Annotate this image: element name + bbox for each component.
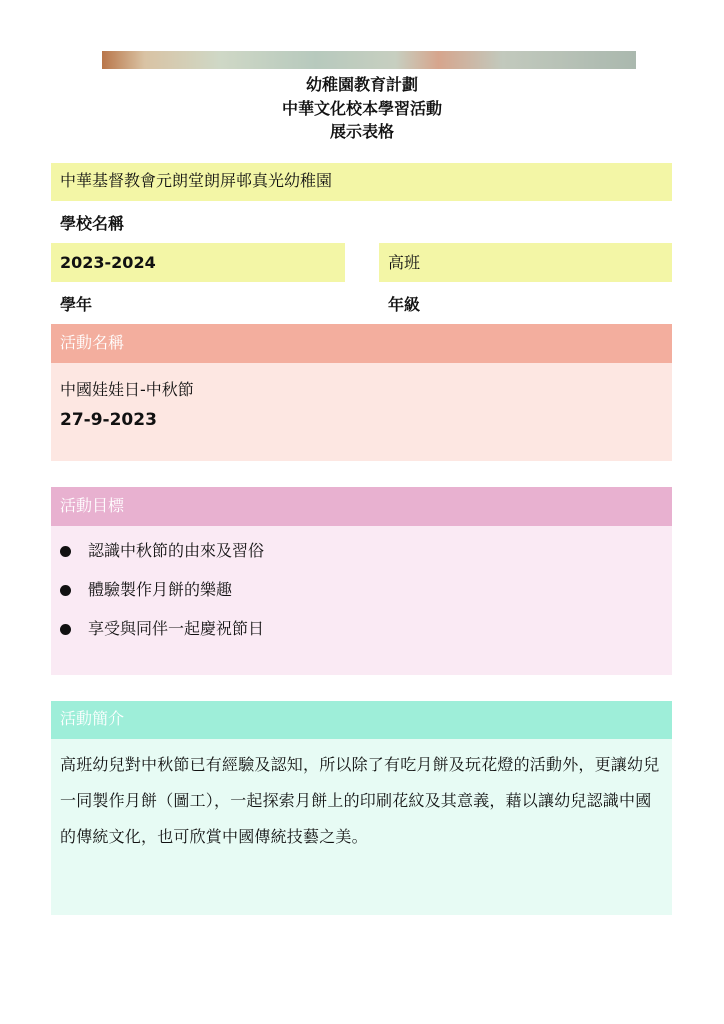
- objectives-section: [51, 526, 672, 675]
- school-name-field: 中華基督教會元朗堂朗屏邨真光幼稚園: [51, 163, 672, 201]
- activity-name-value: 中國娃娃日-中秋節: [60, 380, 194, 399]
- bullet-icon: [60, 546, 71, 557]
- objectives-heading: 活動目標: [51, 487, 672, 526]
- title-line-3: 展示表格: [329, 122, 394, 141]
- school-year-field: 2023-2024: [51, 243, 345, 282]
- objective-item: 體驗製作月餅的樂趣: [51, 580, 672, 619]
- title-line-1: 幼稚園教育計劃: [305, 75, 418, 94]
- bullet-icon: [60, 624, 71, 635]
- grade-label: 年級: [388, 295, 421, 314]
- objective-item: 認識中秋節的由來及習俗: [51, 541, 672, 580]
- title-line-2: 中華文化校本學習活動: [281, 99, 442, 118]
- objectives-list: [51, 541, 672, 658]
- school-year-label: 學年: [60, 295, 93, 314]
- intro-heading: 活動簡介: [51, 701, 672, 739]
- header-banner-image: [102, 51, 636, 69]
- intro-section: [51, 739, 672, 915]
- activity-name-heading: 活動名稱: [51, 324, 672, 363]
- activity-name-section: [51, 363, 672, 461]
- activity-date-value: 27-9-2023: [60, 410, 157, 430]
- bullet-icon: [60, 585, 71, 596]
- intro-text: 高班幼兒對中秋節已有經驗及認知，所以除了有吃月餅及玩花燈的活動外，更讓幼兒一同製作月餅（圖工），一起探索月餅上的印刷花紋及其意義，藉以讓幼兒認識中國的傳統文化，也可欣賞中國傳統技藝之美。: [60, 755, 660, 846]
- grade-field: 高班: [379, 243, 672, 282]
- objective-item: 享受與同伴一起慶祝節日: [51, 619, 672, 658]
- school-name-label: 學校名稱: [60, 214, 125, 233]
